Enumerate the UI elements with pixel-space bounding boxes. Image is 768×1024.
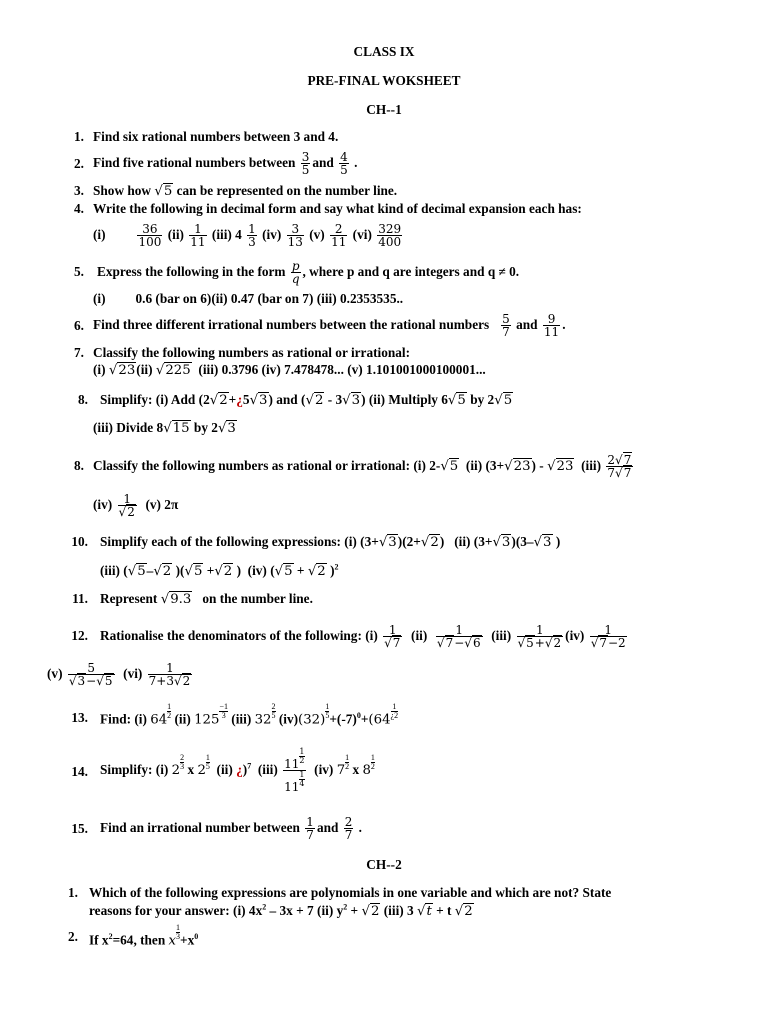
- q11-number: 11.: [72, 591, 88, 606]
- q3-number: 3.: [74, 183, 84, 198]
- question-3: [93, 183, 397, 200]
- question-8-part-iii: (iii) Divide 8√15 by 2√3: [93, 420, 236, 436]
- question-12: Rationalise the denominators of the following: (i) $\frac{1}{√7}$ (ii) $\frac{1}{√7-√6}$ (iii) $\frac{1}{√5+√2}$ (iv) $\frac{1}{√7-2}$: [100, 622, 626, 651]
- q15-number: 15.: [71, 821, 88, 836]
- q5-number: 5.: [74, 264, 84, 279]
- ch2-q2-number: 2.: [68, 929, 78, 944]
- question-6: Find three different irrational numbers between the rational numbers $\frac{5}{7}$ and $\frac{9}{11}$ .: [93, 311, 566, 340]
- question-8b: Classify the following numbers as rational or irrational: (i) 2-√5 (ii) (3+√23) - √23 (iii) $\frac{2√7}{7√7}$: [93, 452, 632, 481]
- question-13: Find: (i) 64 $\frac{1}{2}$ (ii) 125 $\frac{-1}{3}$ (iii) 32 $\frac{2}{5}$ (iv)(32) $\frac{1}{5}$ $+(-7)^0+(64$ $\frac{1}{¿2}$: [100, 702, 399, 728]
- q13-number: 13.: [71, 710, 88, 725]
- question-11: Represent √9.3 on the number line.: [100, 591, 313, 607]
- question-2: Find five rational numbers between $\frac{3}{5}$ and $\frac{4}{5}$ .: [93, 149, 358, 178]
- q4-number: 4.: [74, 201, 84, 216]
- q8-number: 8.: [78, 392, 88, 407]
- chapter-2-heading: CH--2: [366, 857, 402, 872]
- q10-number: 10.: [71, 534, 88, 549]
- question-15: Find an irrational number between $\frac{1}{7}$ and $\frac{2}{7}$ .: [100, 814, 363, 843]
- chapter-1-heading: CH--1: [366, 102, 402, 117]
- fraction-3-5: $\frac{3}{5}$: [301, 149, 310, 178]
- q6-number: 6.: [74, 318, 84, 333]
- q8b-number: 8.: [74, 458, 84, 473]
- root-5: √5: [154, 184, 173, 199]
- q2-and: and: [312, 155, 334, 170]
- q14-number: 14.: [71, 764, 88, 779]
- fraction-4-5: $\frac{4}{5}$: [340, 149, 348, 178]
- q3-text-a: Show how: [93, 183, 152, 198]
- q3-text-b: can be represented on the number line.: [176, 183, 398, 198]
- question-4: Write the following in decimal form and say what kind of decimal expansion each has:: [93, 201, 582, 216]
- question-5: Express the following in the form $\frac{p}{q}$ , where p and q are integers and q ≠ 0.: [97, 258, 520, 287]
- question-5-parts: (i) 0.6 (bar on 6)(ii) 0.47 (bar on 7) (iii) 0.2353535..: [93, 291, 404, 306]
- question-7-parts: (i) √23(ii) √225 (iii) 0.3796 (iv) 7.478478... (v) 1.101001000100001...: [93, 362, 486, 378]
- q2-number: 2.: [74, 156, 84, 171]
- class-heading: CLASS IX: [353, 44, 415, 59]
- question-8: Simplify: (i) Add (2√2+¿5√3) and (√2 - 3√3) (ii) Multiply 6√5 by 2√5: [100, 392, 513, 408]
- q12-number: 12.: [71, 628, 88, 643]
- ch2-question-2: If $x^2=64$, then x $\frac{1}{3}$ $+x^0$: [89, 923, 199, 949]
- ch2-q1-number: 1.: [68, 885, 78, 900]
- q1-number: 1.: [74, 129, 84, 144]
- question-10: Simplify each of the following expressions: (i) (3+√3)(2+√2) (ii) (3+√3)(3–√3 ): [100, 534, 561, 550]
- q2-text: Find five rational numbers between: [93, 155, 296, 170]
- ch2-question-1-parts: reasons for your answer: (i) $4x^2 - 3x + 7$ (ii) $y^2 + √2$ (iii) 3 √t + t √2: [89, 902, 473, 919]
- question-14: Simplify: (i) 2 $\frac{2}{3}$ x 2 $\frac{1}{5}$ (ii) ¿)$^7$ (iii) 11 $\frac{1}{2}$ 11 $\frac{1}{4}$ (iv) 7 $\frac{1}{2}$ x 8 $\frac{1}{2}$: [100, 746, 375, 795]
- question-1: Find six rational numbers between 3 and 4.: [93, 129, 339, 144]
- question-10-parts: (iii) (√5–√2 )(√5 +√2 ) (iv) (√5 + √2 )$^2$: [100, 562, 339, 579]
- question-8b-parts: (iv) $\frac{1}{√2}$ (v) 2π: [93, 491, 179, 520]
- q7-number: 7.: [74, 345, 84, 360]
- question-4-parts: (i) $\frac{36}{100}$ (ii) $\frac{1}{11}$ (iii) 4 $\frac{1}{3}$ (iv) $\frac{3}{13}$ (v) $\frac{2}{11}$ (vi) $\frac{329}{400}$: [93, 221, 402, 250]
- question-12-parts: (v) $\frac{5}{√3-√5}$ (vi) $\frac{1}{7+3√2}$: [47, 660, 191, 689]
- question-7: Classify the following numbers as rational or irrational:: [93, 345, 411, 360]
- ch2-question-1: Which of the following expressions are polynomials in one variable and which are not? State: [89, 885, 612, 900]
- worksheet-title: PRE-FINAL WOKSHEET: [307, 73, 461, 88]
